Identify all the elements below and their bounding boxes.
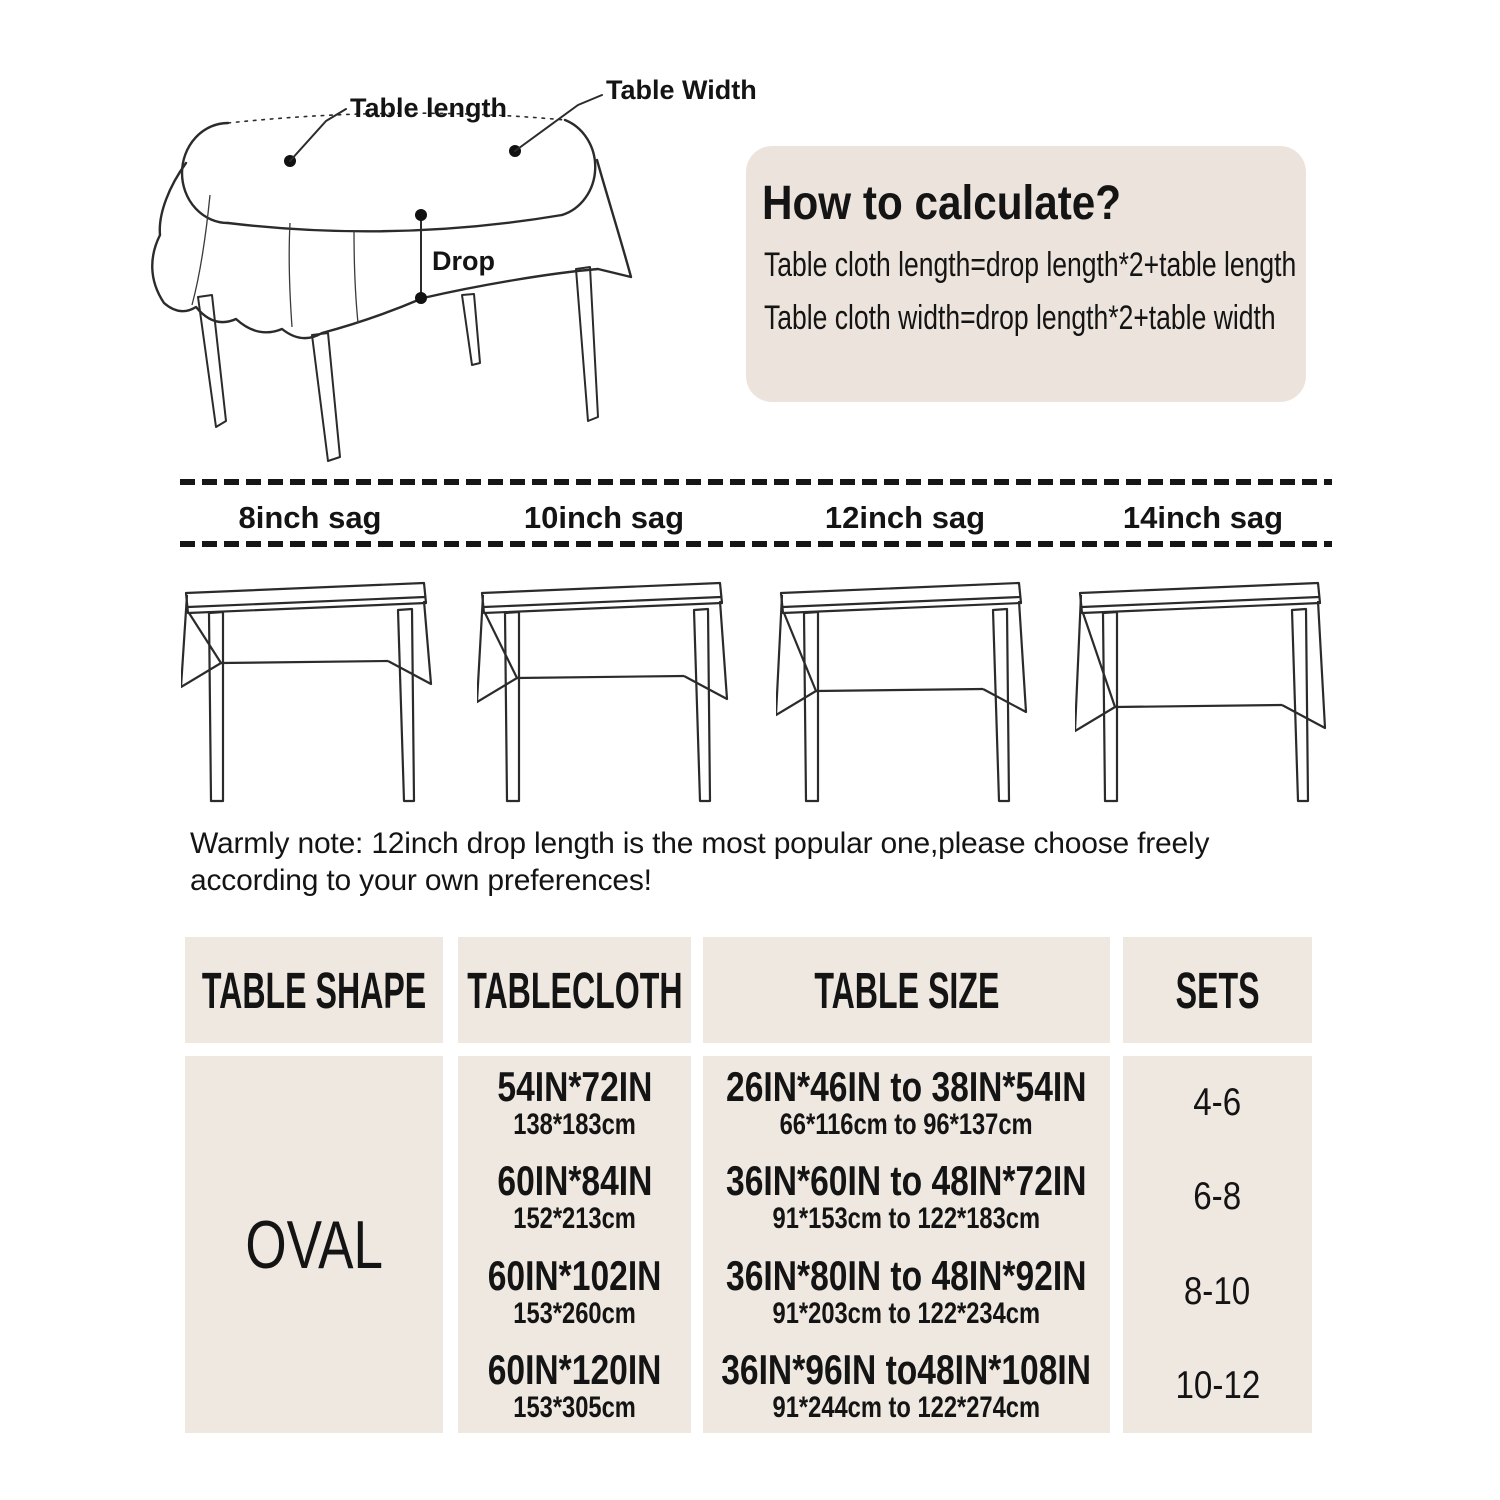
sag-diagram-8inch bbox=[181, 577, 441, 807]
header-table-shape bbox=[185, 937, 443, 1043]
sag-table-stroke bbox=[784, 613, 816, 691]
shape-column bbox=[185, 1056, 443, 1433]
table-row bbox=[703, 1056, 1110, 1150]
header-tablecloth bbox=[458, 937, 691, 1043]
sag-table-stroke bbox=[209, 612, 223, 801]
table-row bbox=[703, 1339, 1110, 1433]
table-row bbox=[458, 1056, 691, 1150]
sag-table-stroke bbox=[694, 609, 710, 801]
sag-table-svg bbox=[477, 577, 737, 807]
table-row bbox=[703, 1150, 1110, 1244]
sag-table-stroke bbox=[517, 676, 684, 678]
table-row bbox=[458, 1245, 691, 1339]
sag-label-8inch: 8inch sag bbox=[238, 500, 382, 535]
sag-label-12inch: 12inch sag bbox=[824, 500, 986, 535]
drop-measurement bbox=[415, 209, 495, 304]
table-width-leader bbox=[509, 75, 757, 157]
shape-value: OVAL bbox=[245, 1206, 383, 1283]
header-table-size bbox=[703, 937, 1110, 1043]
sets-value: 4-6 bbox=[1193, 1081, 1242, 1125]
sag-diagram-14inch bbox=[1075, 577, 1335, 807]
warmly-note-line1: Warmly note: 12inch drop length is the most popular one,please choose freely bbox=[190, 827, 1210, 860]
sag-table-svg bbox=[776, 577, 1036, 807]
table-width-label: Table Width bbox=[606, 75, 757, 105]
sag-table-stroke bbox=[388, 601, 431, 684]
table-size-cm: 91*244cm to 122*274cm bbox=[772, 1390, 1041, 1424]
header-table-size-label: TABLE SIZE bbox=[813, 961, 1000, 1019]
sag-table-stroke bbox=[181, 595, 221, 687]
cloth-crease-line bbox=[192, 195, 210, 305]
oval-table-measurement-diagram bbox=[140, 65, 780, 475]
sag-table-stroke bbox=[1292, 609, 1308, 801]
calc-formula-width: Table cloth width=drop length*2+table width bbox=[764, 299, 1276, 337]
sag-diagram-12inch bbox=[776, 577, 1036, 807]
tablecloth-size-in: 60IN*84IN bbox=[496, 1157, 653, 1205]
cloth-crease-line bbox=[354, 231, 358, 323]
sets-value: 10-12 bbox=[1175, 1363, 1260, 1407]
table-size-column bbox=[703, 1056, 1110, 1433]
sag-label-10inch: 10inch sag bbox=[523, 500, 685, 535]
table-size-cm: 91*203cm to 122*234cm bbox=[772, 1296, 1041, 1330]
tablecloth-size-cm: 153*305cm bbox=[513, 1390, 636, 1424]
sets-value: 6-8 bbox=[1193, 1175, 1242, 1219]
drop-bottom-dot bbox=[415, 292, 427, 304]
table-row bbox=[1123, 1056, 1312, 1150]
sag-table-stroke bbox=[398, 609, 414, 801]
sag-table-stroke bbox=[684, 601, 727, 699]
sag-diagram-10inch bbox=[477, 577, 737, 807]
table-size-cm: 91*153cm to 122*183cm bbox=[772, 1202, 1041, 1236]
header-tablecloth-label: TABLECLOTH bbox=[466, 961, 683, 1019]
table-size-in: 36IN*96IN to48IN*108IN bbox=[721, 1345, 1092, 1393]
tablecloth-size-cm: 138*183cm bbox=[513, 1108, 636, 1142]
sets-value: 8-10 bbox=[1184, 1269, 1251, 1313]
sag-table-stroke bbox=[221, 661, 388, 663]
calc-formula-length: Table cloth length=drop length*2+table length bbox=[764, 246, 1297, 284]
tablecloth-size-in: 60IN*120IN bbox=[487, 1345, 662, 1393]
table-length-label: Table length bbox=[350, 93, 508, 123]
sag-table-stroke bbox=[1083, 613, 1115, 707]
tablecloth-size-in: 60IN*102IN bbox=[487, 1251, 662, 1299]
tablecloth-size-cm: 152*213cm bbox=[513, 1202, 636, 1236]
table-row bbox=[458, 1339, 691, 1433]
table-size-cm: 66*116cm to 96*137cm bbox=[780, 1108, 1033, 1142]
sag-table-stroke bbox=[1282, 601, 1325, 728]
header-table-shape-label: TABLE SHAPE bbox=[201, 961, 427, 1019]
tabletop-outline bbox=[182, 113, 595, 231]
calc-title: How to calculate? bbox=[762, 177, 1122, 230]
sets-column bbox=[1123, 1056, 1312, 1433]
sag-table-stroke bbox=[1075, 595, 1115, 731]
tablecloth-size-in: 54IN*72IN bbox=[496, 1063, 653, 1111]
sag-table-stroke bbox=[804, 612, 818, 801]
sag-label-14inch: 14inch sag bbox=[1122, 500, 1284, 535]
sag-table-stroke bbox=[816, 689, 983, 691]
drop-label: Drop bbox=[432, 246, 495, 276]
table-size-in: 36IN*60IN to 48IN*72IN bbox=[726, 1157, 1087, 1205]
sag-table-svg bbox=[181, 577, 441, 807]
sag-table-stroke bbox=[485, 613, 517, 678]
header-sets bbox=[1123, 937, 1312, 1043]
warmly-note-line2: according to your own preferences! bbox=[190, 864, 652, 897]
table-row bbox=[458, 1150, 691, 1244]
sag-table-stroke bbox=[1115, 705, 1282, 707]
cloth-crease-line bbox=[289, 223, 292, 327]
sag-table-svg bbox=[1075, 577, 1335, 807]
table-length-leader bbox=[284, 93, 507, 167]
table-legs bbox=[198, 267, 598, 461]
tablecloth-size-cm: 153*260cm bbox=[513, 1296, 636, 1330]
sag-table-stroke bbox=[983, 601, 1026, 712]
sag-table-stroke bbox=[505, 612, 519, 801]
table-size-in: 36IN*80IN to 48IN*92IN bbox=[726, 1251, 1087, 1299]
table-row bbox=[1123, 1339, 1312, 1433]
table-row bbox=[703, 1245, 1110, 1339]
dashed-rule-bottom bbox=[180, 541, 1332, 547]
table-size-in: 26IN*46IN to 38IN*54IN bbox=[726, 1063, 1087, 1111]
tablecloth-column bbox=[458, 1056, 691, 1433]
table-row bbox=[1123, 1150, 1312, 1244]
dashed-rule-top bbox=[180, 479, 1332, 485]
table-row bbox=[1123, 1245, 1312, 1339]
header-sets-label: SETS bbox=[1175, 961, 1260, 1019]
sag-table-stroke bbox=[189, 613, 221, 663]
drop-top-dot bbox=[415, 209, 427, 221]
sag-table-stroke bbox=[993, 609, 1009, 801]
tablecloth-drape-outline bbox=[152, 160, 631, 338]
